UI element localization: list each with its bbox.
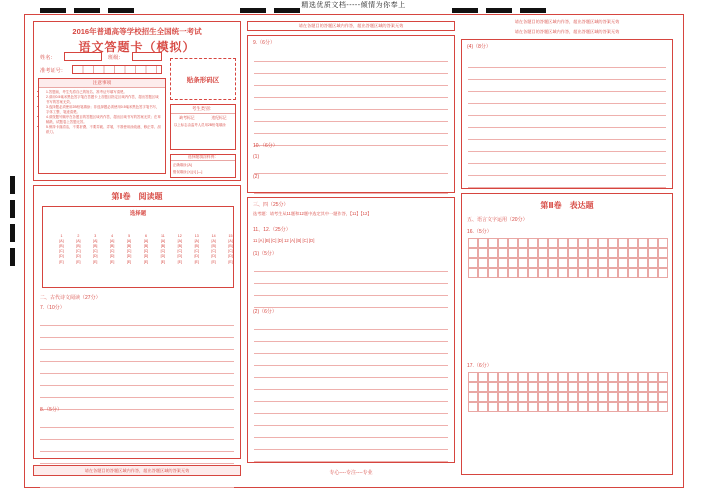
choice-row: [D] [D] [D] [D] [D] [D] [D] [D] [D] [D] [D] xyxy=(59,254,233,259)
q10-label: 10.（6分） xyxy=(253,143,278,149)
q4-block xyxy=(461,39,673,189)
barcode-area xyxy=(170,58,236,100)
notice-item: • 5.保持卡面清洁，不要折叠、不要弄破、弄皱，不准使用涂改液、修正带、刮纸刀。 xyxy=(46,125,162,135)
choice-row: [C] [C] [C] [C] [C] [C] [C] [C] [C] [C] [C] xyxy=(59,249,233,254)
notice-item: • 4.请按题号顺序在各题目的答题区域内作答，超出区域书写的答案无效；在草稿纸、试题卷上答题无效。 xyxy=(46,115,162,125)
barcode-label: 贴条形码区 xyxy=(186,76,220,84)
q16-character-grid[interactable] xyxy=(468,238,668,278)
footer-warning-left: 请在各题目的答题区域内作答，超出答题区域的答案无效 xyxy=(33,465,241,476)
q10-item2-label: (2) xyxy=(253,174,260,180)
paper2-title: 第Ⅱ卷 表达题 xyxy=(540,201,594,210)
absent-mark-option[interactable]: 缺考标记 xyxy=(179,116,195,120)
section34-title: 三、四（25分） xyxy=(253,202,289,208)
top-warning-middle: 请在各题目的答题区域内作答，超出答题区域的答案无效 xyxy=(247,21,455,31)
q10-item2-area[interactable] xyxy=(254,182,448,194)
sub1-answer-area[interactable] xyxy=(254,260,448,308)
input-exam-id[interactable] xyxy=(72,65,162,74)
q8-label: 8.（5分） xyxy=(40,407,62,413)
q10-item1-area[interactable] xyxy=(254,162,448,174)
choice-row: [B] [B] [B] [B] [B] [B] [B] [B] [B] [B] [B] xyxy=(59,243,233,248)
fill-correct-mark: [A] xyxy=(187,163,192,167)
choice-grid[interactable] xyxy=(53,233,239,264)
fill-correct-label: 正确填涂 xyxy=(173,163,187,167)
notice-item: • 2.请用0.5毫米黑色签字笔在答题卡上各题目指定区域内作答，超出答题区域书写的答案无效。 xyxy=(46,95,162,105)
notice-item: • 3.选择题必须使用2B铅笔填涂；非选择题必须使用0.5毫米黑色签字笔书写，字体工整、笔迹清楚。 xyxy=(46,105,162,115)
sub2-label: (2)（6分） xyxy=(253,309,277,315)
choice-row: [A] [A] [A] [A] [A] [A] [A] [A] [A] [A] [A] xyxy=(59,238,233,243)
q4-label: (4)（8分） xyxy=(467,44,491,50)
label-exam-id: 准考证号： xyxy=(40,68,66,74)
notice-title: 注意事项 xyxy=(39,79,165,88)
notice-block xyxy=(38,78,166,174)
choice-header-row: 1 2 3 4 5 6 11 12 13 14 15 xyxy=(60,233,233,238)
notice-list xyxy=(39,88,165,134)
fill-wrong-marks: [×] [√] [—] xyxy=(187,170,203,174)
paper1-title: 第Ⅰ卷 阅读题 xyxy=(111,192,163,201)
sub1-label: (1)（5分） xyxy=(253,251,277,257)
section34-note: 选考题：请考生从11题和12题中选定其中一题作答，【11】【12】 xyxy=(253,211,372,216)
section5-title: 五、语言文字运用（20分） xyxy=(467,217,528,223)
exam-title-line1: 2016年普通高等学校招生全国统一考试 xyxy=(72,27,202,36)
fill-example-title: 选择题填涂样例： xyxy=(171,155,235,161)
section2-title: 二、古代诗文阅读（27分） xyxy=(40,295,101,301)
q4-answer-area[interactable] xyxy=(468,56,666,188)
paper1-block xyxy=(33,185,241,459)
q17-character-grid[interactable] xyxy=(468,372,668,412)
sub2-answer-area[interactable] xyxy=(254,318,448,462)
top-warning-right-1: 请在各题目的答题区域内作答，超出答题区域的答案无效 xyxy=(461,17,673,27)
fill-wrong-label: 错误填涂 xyxy=(173,170,187,174)
footer-slogan: 专心----专注----专业 xyxy=(329,470,373,476)
choice-row: [E] [E] [E] [E] [E] [E] [E] [E] [E] [E] [E] xyxy=(59,259,233,264)
q11-q12-block xyxy=(247,197,455,463)
violation-mark-option[interactable]: 违纪标记 xyxy=(211,116,227,120)
watermark-text: 精选优质文档-----倾情为你奉上 xyxy=(301,2,406,9)
exam-title-line2: 语文答题卡（模拟） xyxy=(78,40,196,54)
q9-q10-block xyxy=(247,35,455,193)
q16-label: 16.（5分） xyxy=(467,229,492,235)
candidate-status-title: 考生类别： xyxy=(171,105,235,114)
q8-answer-area[interactable] xyxy=(40,416,234,488)
q9-label: 9.（6分） xyxy=(253,40,275,46)
top-warning-right-2: 请在各题目的答题区域内作答，超出答题区域的答案无效 xyxy=(461,27,673,37)
choice-block xyxy=(42,206,234,288)
q9-answer-area[interactable] xyxy=(254,50,448,146)
q7-answer-area[interactable] xyxy=(40,314,234,410)
header-block xyxy=(33,21,241,181)
input-class[interactable] xyxy=(132,52,162,61)
fill-example-block xyxy=(170,154,236,178)
candidate-status-note: 以上标志由监考人员用2B铅笔填涂 xyxy=(174,123,226,127)
paper2-block xyxy=(461,193,673,475)
q7-label: 7.（10分） xyxy=(40,305,65,311)
notice-item: • 1.答题前，考生先将自己的姓名、准考证号填写清楚。 xyxy=(46,90,162,95)
q10-item1-label: (1) xyxy=(253,154,260,160)
column-middle xyxy=(247,21,455,481)
candidate-status-block xyxy=(170,104,236,150)
column-right xyxy=(461,21,673,481)
label-class: 班级： xyxy=(108,55,124,61)
input-name[interactable] xyxy=(64,52,102,61)
sheet-frame xyxy=(24,14,684,488)
column-left xyxy=(33,21,241,481)
q1112-label: 11、12.（25分） xyxy=(253,227,291,233)
q17-label: 17.（6分） xyxy=(467,363,492,369)
choice-title: 选择题 xyxy=(129,211,147,217)
label-name: 姓名： xyxy=(40,55,56,61)
q1112-choice-marks[interactable]: 11 [A] [B] [C] [D] 12 [A] [B] [C] [D] xyxy=(253,238,315,243)
